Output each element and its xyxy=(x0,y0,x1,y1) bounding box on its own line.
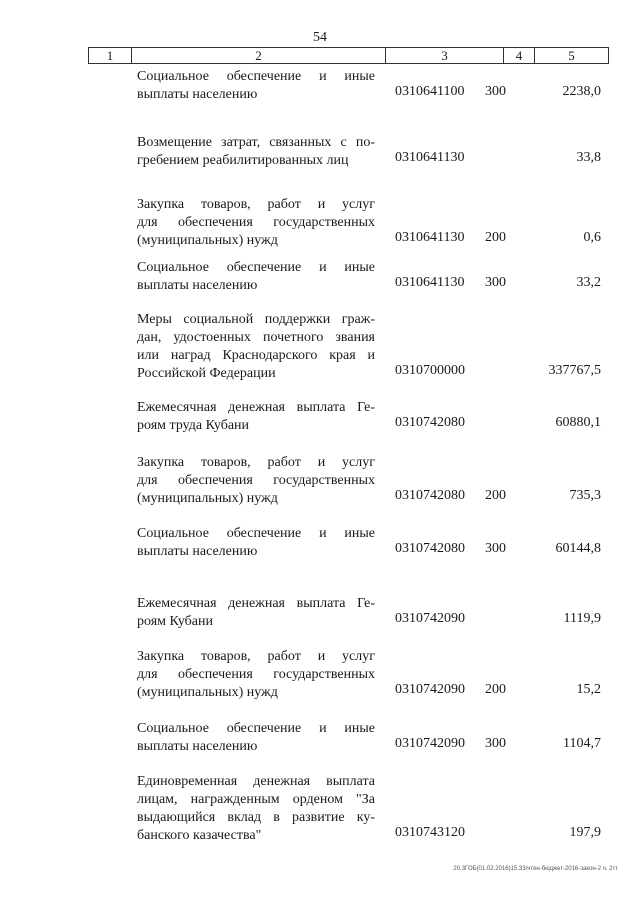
column-header-3: 3 xyxy=(386,48,504,63)
row-code: 0310742090 xyxy=(395,736,465,751)
row-description-line: Российской Федерации xyxy=(137,366,276,381)
row-expense-type: 300 xyxy=(485,275,506,290)
row-expense-type: 200 xyxy=(485,682,506,697)
row-description-line: выдающийся вклад в развитие ку- xyxy=(137,810,375,825)
row-description xyxy=(137,196,375,250)
row-description-line: (муниципальных) нужд xyxy=(137,233,278,248)
row-description xyxy=(137,773,375,845)
row-description-line: Закупка товаров, работ и услуг xyxy=(137,455,375,470)
row-description xyxy=(137,399,375,435)
row-expense-type: 200 xyxy=(485,230,506,245)
row-description xyxy=(137,525,375,561)
column-header-row xyxy=(88,47,609,64)
row-description xyxy=(137,648,375,702)
row-description-line: Социальное обеспечение и иные xyxy=(137,260,375,275)
row-description-line: Ежемесячная денежная выплата Ге- xyxy=(137,400,375,415)
row-amount: 337767,5 xyxy=(548,363,601,378)
row-expense-type: 300 xyxy=(485,736,506,751)
row-code: 0310700000 xyxy=(395,363,465,378)
row-description-line: для обеспечения государственных xyxy=(137,215,375,230)
row-description-line: выплаты населению xyxy=(137,544,258,559)
column-header-4: 4 xyxy=(504,48,535,63)
row-code: 0310742090 xyxy=(395,682,465,697)
row-description-line: Социальное обеспечение и иные xyxy=(137,526,375,541)
row-description-line: выплаты населению xyxy=(137,278,258,293)
column-header-5: 5 xyxy=(568,48,575,63)
row-amount: 33,8 xyxy=(576,150,601,165)
row-description-line: дан, удостоенных почетного звания xyxy=(137,330,375,345)
row-amount: 60144,8 xyxy=(555,541,601,556)
row-code: 0310742090 xyxy=(395,611,465,626)
row-description-line: или наград Краснодарского края и xyxy=(137,348,375,363)
column-header-2: 2 xyxy=(132,48,386,63)
row-description-line: Меры социальной поддержки граж- xyxy=(137,312,375,327)
row-amount: 1104,7 xyxy=(563,736,601,751)
row-description xyxy=(137,68,375,104)
row-description-line: роям труда Кубани xyxy=(137,418,250,433)
row-description xyxy=(137,595,375,631)
column-header-1: 1 xyxy=(89,48,132,63)
footer-file-path: 20.3ГОБ(01.02.2016)15.33/чтен-бюджет-2016-закон-2 ч. 2тт xyxy=(453,866,618,872)
row-amount: 735,3 xyxy=(569,488,601,503)
row-amount: 2238,0 xyxy=(562,84,601,99)
row-description-line: роям Кубани xyxy=(137,614,213,629)
page-number: 54 xyxy=(313,30,327,45)
row-description-line: (муниципальных) нужд xyxy=(137,685,278,700)
row-description-line: Закупка товаров, работ и услуг xyxy=(137,649,375,664)
row-description-line: (муниципальных) нужд xyxy=(137,491,278,506)
row-description-line: для обеспечения государственных xyxy=(137,667,375,682)
row-description-line: гребением реабилитированных лиц xyxy=(137,153,349,168)
row-code: 0310641130 xyxy=(395,230,465,245)
row-code: 0310743120 xyxy=(395,825,465,840)
row-code: 0310742080 xyxy=(395,541,465,556)
row-description-line: Единовременная денежная выплата xyxy=(137,774,375,789)
row-description-line: для обеспечения государственных xyxy=(137,473,375,488)
row-expense-type: 200 xyxy=(485,488,506,503)
row-amount: 33,2 xyxy=(576,275,601,290)
row-amount: 197,9 xyxy=(569,825,601,840)
row-code: 0310742080 xyxy=(395,415,465,430)
row-code: 0310742080 xyxy=(395,488,465,503)
row-amount: 1119,9 xyxy=(563,611,601,626)
row-description-line: Закупка товаров, работ и услуг xyxy=(137,197,375,212)
row-description xyxy=(137,311,375,383)
row-expense-type: 300 xyxy=(485,541,506,556)
row-amount: 15,2 xyxy=(576,682,601,697)
row-code: 0310641130 xyxy=(395,150,465,165)
row-description xyxy=(137,720,375,756)
row-description-line: Ежемесячная денежная выплата Ге- xyxy=(137,596,375,611)
row-description-line: Социальное обеспечение и иные xyxy=(137,721,375,736)
row-description-line: банского казачества" xyxy=(137,828,262,843)
row-description-line: выплаты населению xyxy=(137,87,258,102)
row-code: 0310641100 xyxy=(395,84,465,99)
row-amount: 0,6 xyxy=(583,230,601,245)
row-expense-type: 300 xyxy=(485,84,506,99)
row-amount: 60880,1 xyxy=(555,415,601,430)
row-description-line: лицам, награжденным орденом "За xyxy=(137,792,375,807)
row-description xyxy=(137,454,375,508)
row-description xyxy=(137,134,375,170)
row-description-line: выплаты населению xyxy=(137,739,258,754)
row-code: 0310641130 xyxy=(395,275,465,290)
row-description xyxy=(137,259,375,295)
row-description-line: Социальное обеспечение и иные xyxy=(137,69,375,84)
row-description-line: Возмещение затрат, связанных с по- xyxy=(137,135,375,150)
